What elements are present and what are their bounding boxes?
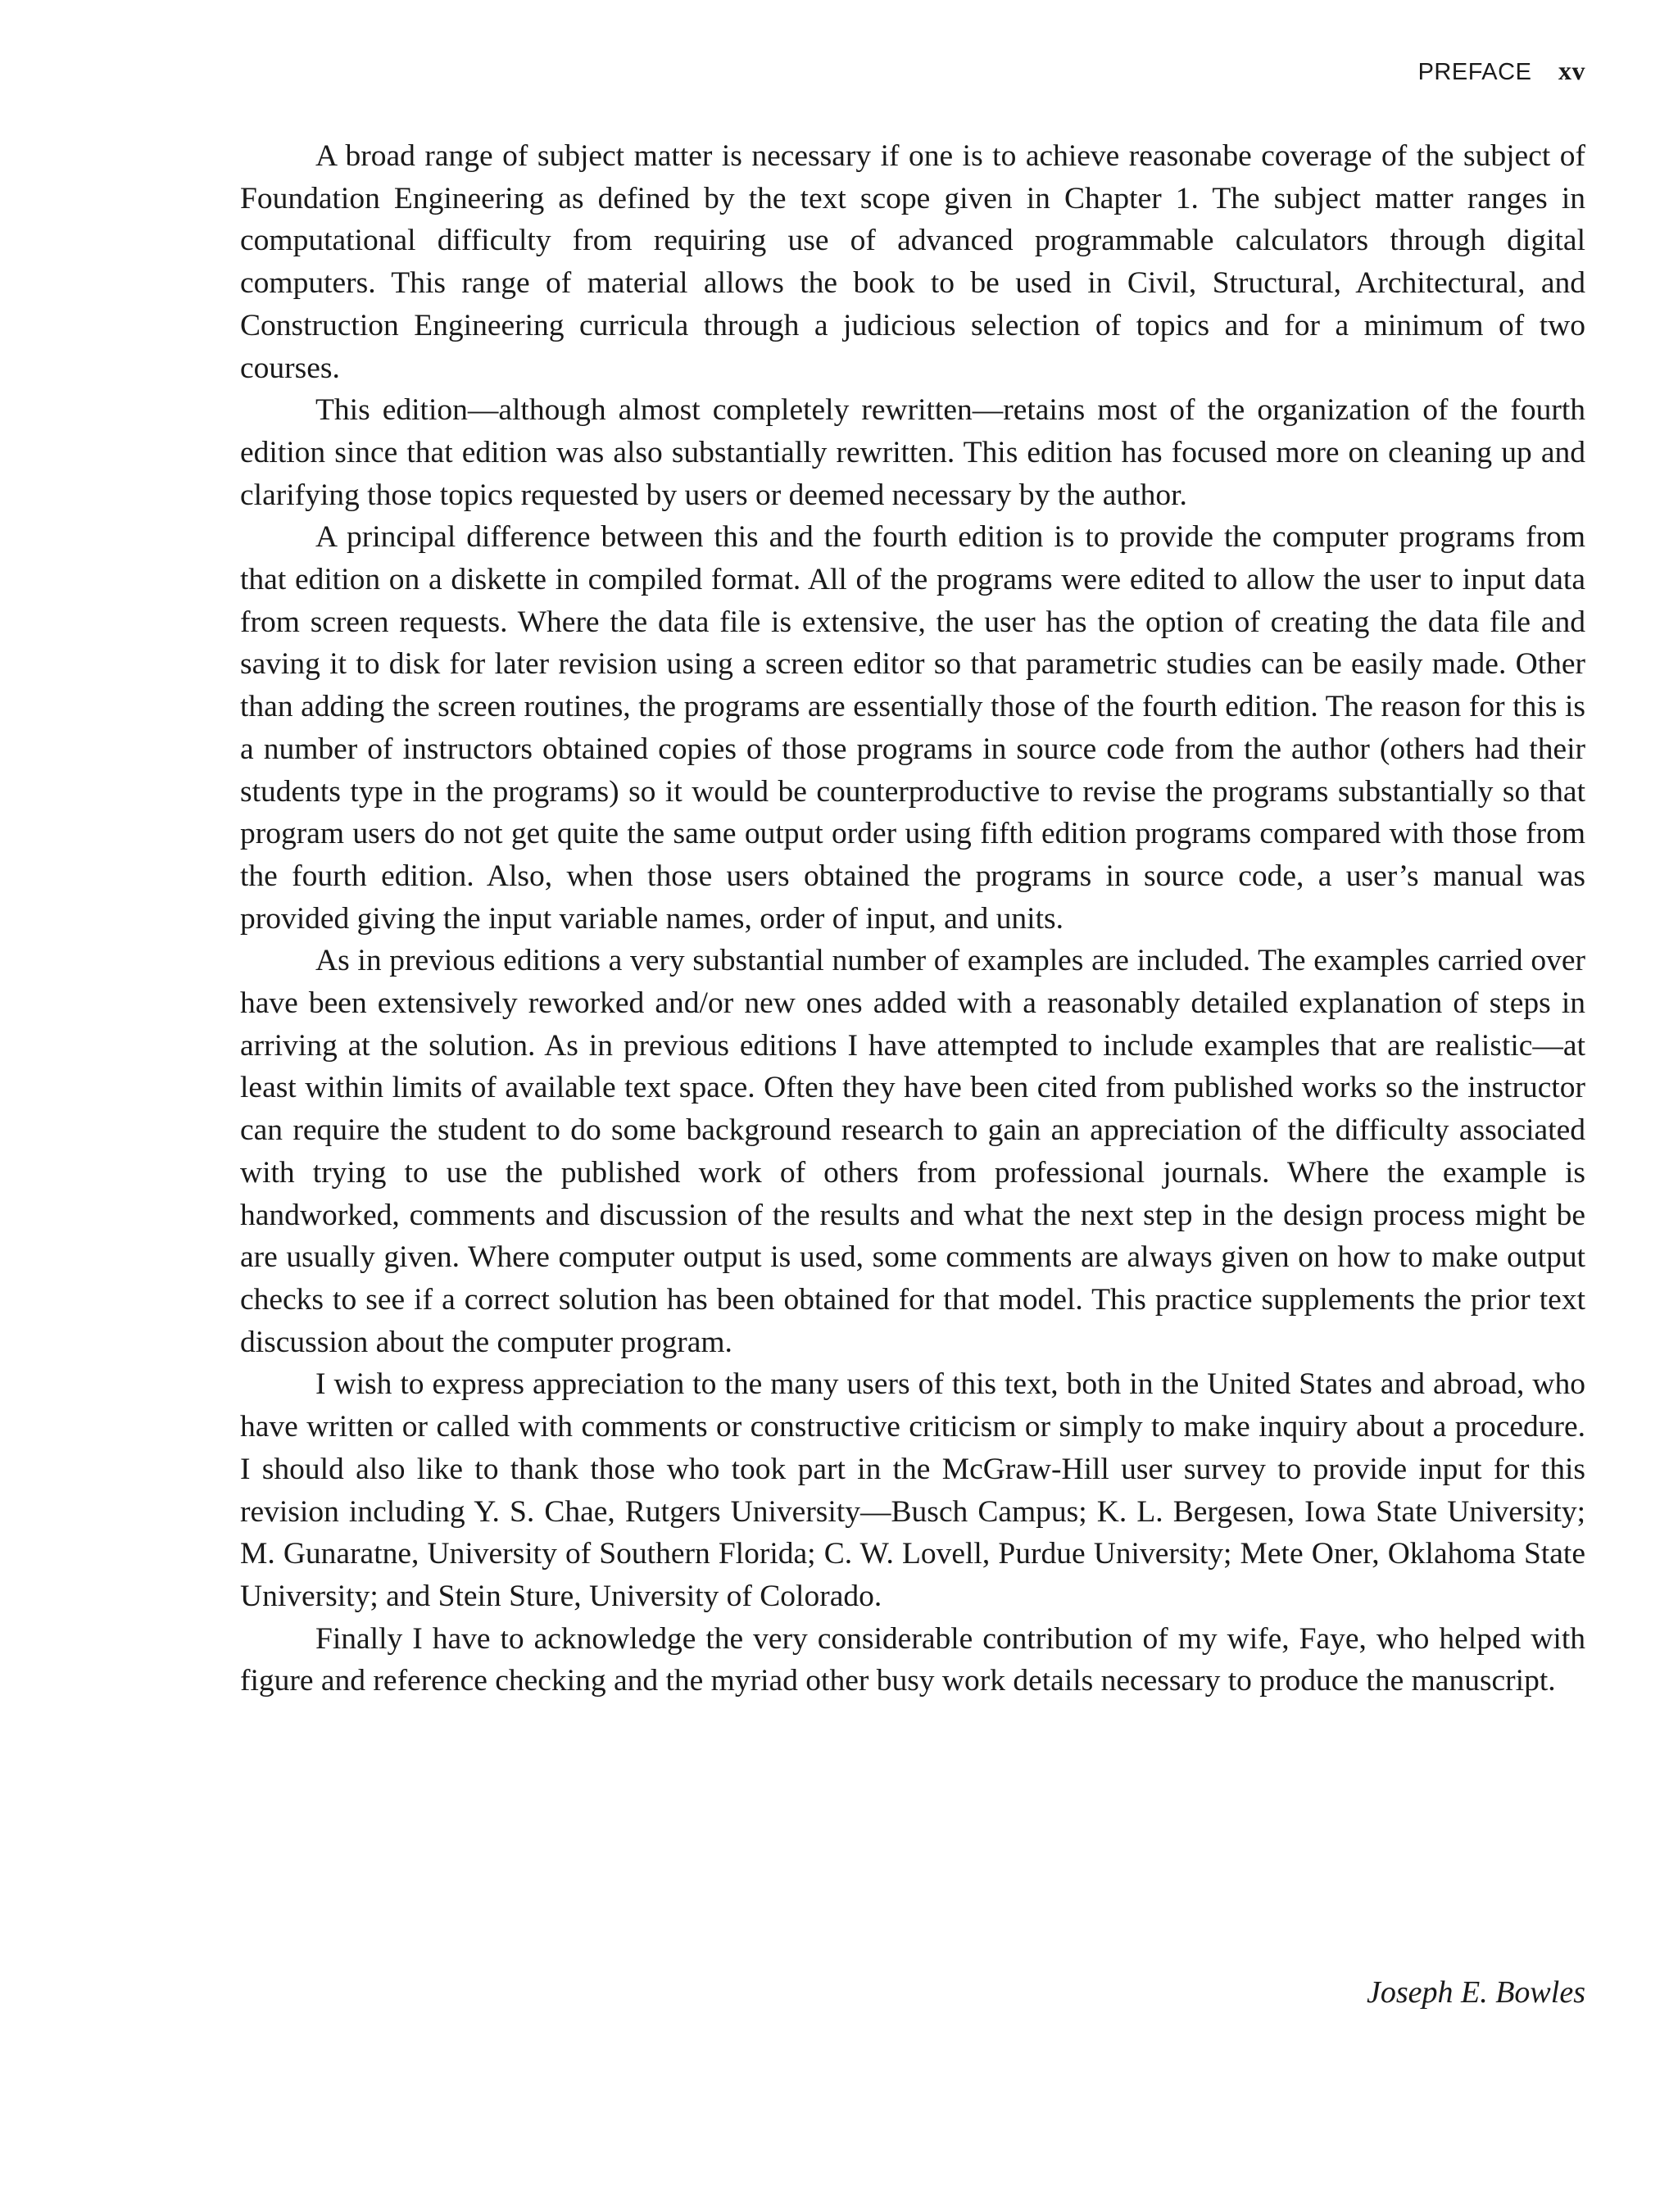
paragraph-final-thanks: Finally I have to acknowledge the very considerable contribution of my wife, Faye, who helped with figure and reference checking and the myriad other busy work details necessary to produce the manuscript.	[240, 1621, 1585, 1698]
page-number: xv	[1558, 56, 1585, 85]
paragraph-edition: This edition—although almost completely rewritten—retains most of the organization of the fourth edition since that edition was also substantially rewritten. This edition has focused more on cleaning up and clarifying those topics requested by users or deemed necessary by the author.	[240, 393, 1585, 512]
preface-body	[240, 135, 1585, 1702]
paragraph-scope: A broad range of subject matter is necessary if one is to achieve reasonabe coverage of the subject of Foundation Engineering as defined by the text scope given in Chapter 1. The subject matter ranges in computational difficulty from requiring use of advanced programmable calculators through digital computers. This range of material allows the book to be used in Civil, Structural, Architectural, and Construction Engineering curricula through a judicious selection of topics and for a minimum of two courses.	[240, 139, 1585, 385]
author-signature: Joseph E. Bowles	[1366, 1975, 1585, 2010]
section-title: PREFACE	[1417, 59, 1532, 85]
paragraph-acknowledgments: I wish to express appreciation to the many users of this text, both in the United States and abroad, who have written or called with comments or constructive criticism or simply to make inquiry about a procedure. I should also like to thank those who took part in the McGraw-Hill user survey to provide input for this revision including Y. S. Chae, Rutgers University—Busch Campus; K. L. Bergesen, Iowa State University; M. Gunaratne, University of Southern Florida; C. W. Lovell, Purdue University; Mete Oner, Oklahoma State University; and Stein Sture, University of Colorado.	[240, 1367, 1585, 1613]
running-head	[1418, 56, 1585, 86]
paragraph-programs: A principal difference between this and the fourth edition is to provide the computer programs from that edition on a diskette in compiled format. All of the programs were edited to allow the user to input data from screen requests. Where the data file is extensive, the user has the option of creating the data file and saving it to disk for later revision using a screen editor so that parametric studies can be easily made. Other than adding the screen routines, the programs are essentially those of the fourth edition. The reason for this is a number of instructors obtained copies of those programs in source code from the author (others had their students type in the programs) so it would be counterproductive to revise the programs substantially so that program users do not get quite the same output order using fifth edition programs compared with those from the fourth edition. Also, when those users obtained the programs in source code, a user’s manual was provided giving the input variable names, order of input, and units.	[240, 520, 1585, 936]
paragraph-examples: As in previous editions a very substantial number of examples are included. The examples carried over have been extensively reworked and/or new ones added with a reasonably detailed explanation of steps in arriving at the solution. As in previous editions I have attempted to include examples that are realistic—at least within limits of available text space. Often they have been cited from published works so the instructor can require the student to do some background research to gain an appreciation of the difficulty associated with trying to use the published work of others from professional journals. Where the example is handworked, comments and discussion of the results and what the next step in the design process might be are usually given. Where computer output is used, some comments are always given on how to make output checks to see if a correct solution has been obtained for that model. This practice supplements the prior text discussion about the computer program.	[240, 944, 1585, 1359]
